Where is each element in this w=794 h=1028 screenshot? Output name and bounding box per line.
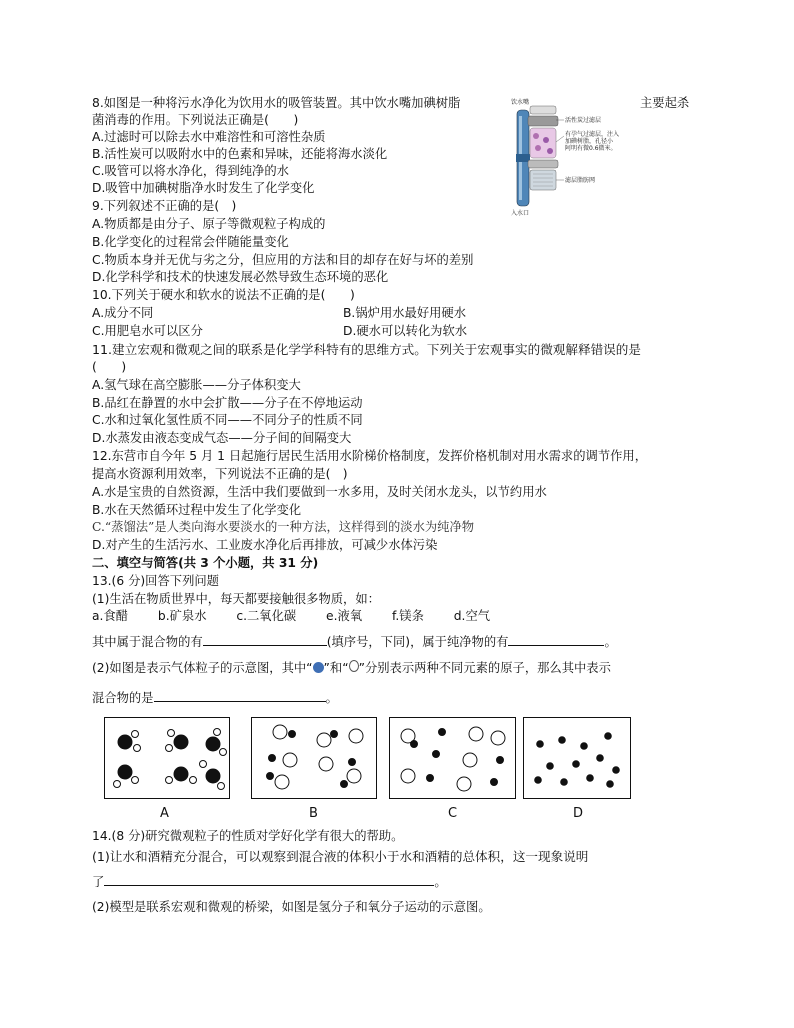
- q11-option-b: B.品红在静置的水中会扩散——分子在不停地运动: [92, 396, 363, 410]
- q13-fill-line: [92, 633, 617, 651]
- q13-part2-text-a: (2)如图是表示气体粒子的示意图，其中“: [92, 661, 313, 675]
- box-label-b: B: [309, 806, 318, 821]
- q13-part2-line1: [92, 660, 611, 677]
- q12-option-b: B.水在天然循环过程中发生了化学变化: [92, 503, 302, 517]
- q13-stem: 13.(6 分)回答下列问题: [92, 574, 219, 588]
- straw-purifier-figure: [508, 96, 634, 218]
- q13-blank-pure[interactable]: [508, 633, 604, 646]
- q11-paren: ( ): [92, 360, 127, 374]
- particle-box-b: [251, 717, 377, 799]
- q14-part1-line1: (1)让水和酒精充分混合，可以观察到混合液的体积小于水和酒精的总体积，这一现象说明: [92, 849, 589, 864]
- q13-item-a: a.食醋: [92, 609, 129, 623]
- q9-option-b: B.化学变化的过程常会伴随能量变化: [92, 235, 289, 249]
- q13-item-c: c.二氧化碳: [236, 609, 297, 623]
- q13-blank-mixtures[interactable]: [203, 633, 327, 646]
- q12-stem-line1: 12.东营市自今年 5 月 1 日起施行居民生活用水阶梯价格制度，发挥价格机制对用水需求的调节作用，: [92, 449, 648, 463]
- fig-callout-1: 活性炭过滤层: [565, 117, 602, 124]
- box-label-a: A: [160, 806, 169, 821]
- q14-part1-end: 。: [434, 875, 447, 889]
- q12-option-c: C.“蒸馏法”是人类向海水要淡水的一种方法，这样得到的淡水为纯净物: [92, 520, 475, 534]
- particle-box-c: [389, 717, 516, 799]
- q10-option-a: A.成分不同: [92, 306, 154, 320]
- q13-fill-end: 。: [604, 635, 617, 649]
- q13-item-e: e.液氧: [326, 609, 363, 623]
- fig-callout-3: 滤层脂肪网: [565, 177, 596, 184]
- box-label-c: C: [448, 806, 458, 821]
- q12-option-a: A.水是宝贵的自然资源，生活中我们要做到一水多用，及时关闭水龙头，以节约用水: [92, 485, 547, 499]
- q14-blank-explanation[interactable]: [104, 873, 434, 886]
- fig-callout-2b: 加碘树脂，孔径小: [565, 138, 614, 145]
- fig-top-label: 饮水嘴: [511, 99, 530, 106]
- particle-box-d: [523, 717, 631, 799]
- q13-part2-line2: [92, 689, 338, 707]
- q13-part1: (1)生活在物质世界中，每天都要接触很多物质，如：: [92, 592, 380, 606]
- q9-stem: 9.下列叙述不正确的是( ): [92, 199, 237, 213]
- q13-fill-text-b: (填序号，下同)，属于纯净物的有: [326, 635, 509, 649]
- q8-stem-line1: [92, 95, 460, 112]
- particle-box-a: [104, 717, 230, 799]
- q13-part2-line2-text: 混合物的是: [92, 691, 154, 705]
- q8-stem-part1: 8.如图是一种将污水净化为饮用水的吸管装置。其中饮水嘴加碘树脂: [92, 96, 461, 110]
- q8-option-c: C.吸管可以将水净化，得到纯净的水: [92, 164, 289, 178]
- q14-stem: 14.(8 分)研究微观粒子的性质对学好化学有很大的帮助。: [92, 829, 404, 843]
- fig-bottom-label: 入水口: [511, 210, 530, 217]
- fig-callout-2a: 有孕气过滤层，注入: [565, 131, 620, 138]
- q13-item-d: d.空气: [453, 609, 491, 623]
- q11-option-d: D.水蒸发由液态变成气态——分子间的间隔变大: [92, 431, 352, 445]
- fig-callout-2c: 阿明有微0.6微米。: [565, 145, 617, 152]
- q9-option-c: C.物质本身并无优与劣之分，但应用的方法和目的却存在好与坏的差别: [92, 253, 474, 267]
- q13-item-b: b.矿泉水: [157, 609, 207, 623]
- q13-part2-end: 。: [325, 691, 338, 705]
- q14-part1-text: 了: [92, 875, 105, 889]
- section-2-title: 二、填空与简答(共 3 个小题，共 31 分): [92, 556, 319, 570]
- hollow-atom-icon: [349, 660, 359, 672]
- q10-stem: 10.下列关于硬水和软水的说法不正确的是( ): [92, 288, 355, 302]
- q14-part2: (2)模型是联系宏观和微观的桥梁，如图是氢分子和氧分子运动的示意图。: [92, 900, 491, 914]
- q8-option-a: A.过滤时可以除去水中难溶性和可溶性杂质: [92, 130, 326, 144]
- q8-option-b: B.活性炭可以吸附水中的色素和异味，还能将海水淡化: [92, 147, 388, 161]
- filled-atom-icon: [313, 662, 324, 673]
- q13-fill-text-a: 其中属于混合物的有: [92, 635, 203, 649]
- q9-option-d: D.化学科学和技术的快速发展必然导致生态环境的恶化: [92, 270, 389, 284]
- box-label-d: D: [573, 806, 584, 821]
- q11-option-a: A.氢气球在高空膨胀——分子体积变大: [92, 378, 301, 392]
- q10-option-b: B.锅炉用水最好用硬水: [343, 306, 467, 320]
- q12-option-d: D.对产生的生活污水、工业废水净化后再排放，可减少水体污染: [92, 538, 438, 552]
- q12-stem-line2: 提高水资源利用效率，下列说法不正确的是( ): [92, 467, 348, 481]
- q11-option-c: C.水和过氧化氢性质不同——不同分子的性质不同: [92, 413, 363, 427]
- q11-stem: 11.建立宏观和微观之间的联系是化学学科特有的思维方式。下列关于宏观事实的微观解释错误的是: [92, 342, 641, 357]
- q13-part2-text-c: ”分别表示两种不同元素的原子，那么其中表示: [358, 661, 611, 675]
- q8-stem-line2: 菌消毒的作用。下列说法正确是( ): [92, 113, 299, 127]
- q13-item-f: f.镁条: [391, 609, 424, 623]
- q9-option-a: A.物质都是由分子、原子等微观粒子构成的: [92, 217, 326, 231]
- q8-option-d: D.吸管中加碘树脂净水时发生了化学变化: [92, 181, 315, 195]
- q10-option-d: D.硬水可以转化为软水: [343, 324, 468, 338]
- q13-part2-text-b: ”和“: [323, 661, 349, 675]
- q13-blank-mixture-figure[interactable]: [154, 689, 326, 702]
- q8-stem-part2: 主要起杀: [640, 96, 690, 110]
- q14-part1-line2: [92, 873, 447, 891]
- q13-items: [92, 608, 490, 625]
- q10-option-c: C.用肥皂水可以区分: [92, 324, 203, 338]
